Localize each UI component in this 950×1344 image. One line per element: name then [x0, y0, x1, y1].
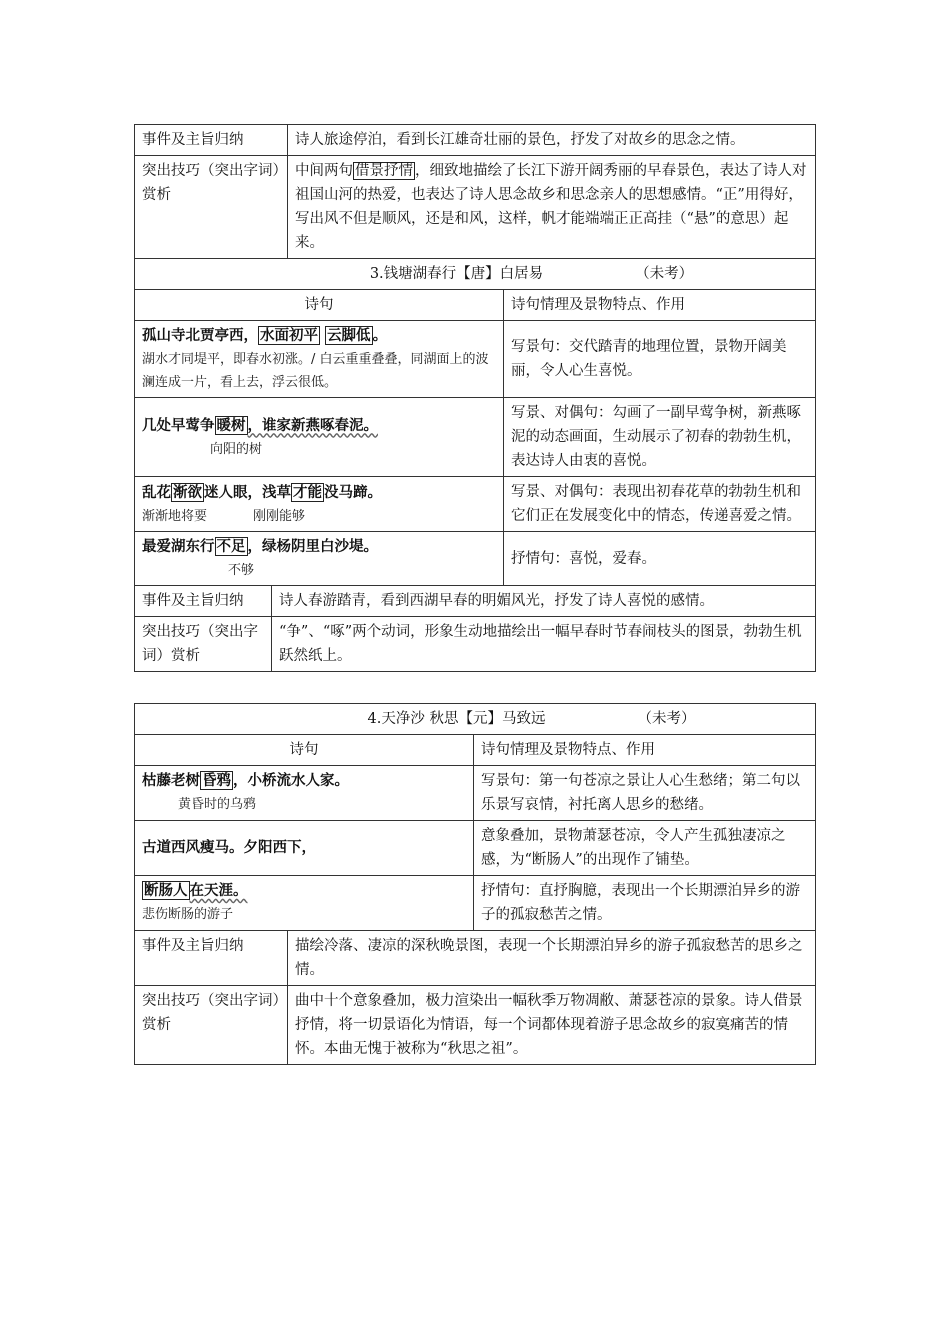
boxed-phrase: 云脚低 [327, 327, 371, 344]
poem4-row-1 [135, 766, 816, 821]
poem3-row-4 [135, 532, 816, 586]
poem3-skill-label: 突出技巧（突出字词）赏析 [135, 617, 272, 672]
poem2-theme-text: 诗人旅途停泊，看到长江雄奇壮丽的景色，抒发了对故乡的思念之情。 [288, 125, 816, 156]
poem4-theme-label: 事件及主旨归纳 [135, 931, 288, 986]
poem3-row-1 [135, 321, 816, 398]
poem2-theme-row [135, 125, 816, 156]
verse-line: 乱花 渐欲 迷人眼，浅草 才能 没马蹄。 [142, 483, 382, 501]
poem4-skill-text: 曲中十个意象叠加，极力渲染出一幅秋季万物凋敝、萧瑟苍凉的景象。诗人借景抒情，将一切景语化为情语，每一个词都体现着游子思念故乡的寂寞痛苦的情怀。本曲无愧于被称为“秋思之祖”。 [288, 986, 816, 1065]
analysis-cell: 意象叠加，景物萧瑟苍凉，令人产生孤独凄凉之感，为“断肠人”的出现作了铺垫。 [474, 821, 816, 876]
poem3-title: 3.钱塘湖春行【唐】白居易 （未考） [135, 259, 816, 290]
verse-annotation: 湖水才同堤平，即春水初涨。/ 白云重重叠叠，同湖面上的波澜连成一片，看上去，浮云很低。 [142, 352, 489, 390]
column-header-analysis: 诗句情理及景物特点、作用 [504, 290, 816, 321]
boxed-phrase: 暖树 [216, 416, 246, 434]
poem4-title-row [135, 704, 816, 735]
verse-cell [135, 766, 474, 821]
verse-cell [135, 532, 504, 586]
analysis-cell: 写景句：第一句苍凉之景让人心生愁绪；第二句以乐景写哀情，衬托离人思乡的愁绪。 [474, 766, 816, 821]
poem4-row-2 [135, 821, 816, 876]
poem3-theme-label: 事件及主旨归纳 [135, 586, 272, 617]
verse-annotation: 渐渐地将要 刚刚能够 [142, 508, 306, 524]
poem4-row-3 [135, 876, 816, 931]
poem3-skill-text: “争”、“啄”两个动词，形象生动地描绘出一幅早春时节春闹枝头的图景，勃勃生机跃然纸上。 [272, 617, 816, 672]
verse-line: 最爱湖东行 不足 ，绿杨阴里白沙堤。 [142, 538, 378, 555]
boxed-phrase: 渐欲 [173, 483, 202, 501]
poem3-title-row [135, 259, 816, 290]
verse-cell [135, 321, 504, 398]
poem3-row-2 [135, 398, 816, 477]
unexamined-tag: （未考） [635, 266, 694, 282]
poem3-skill-row [135, 617, 816, 672]
poem3-theme-text: 诗人春游踏青，看到西湖早春的明媚风光，抒发了诗人喜悦的感情。 [272, 586, 816, 617]
poem4-title: 4.天净沙 秋思【元】马致远 （未考） [135, 704, 816, 735]
boxed-phrase: 借景抒情 [355, 163, 413, 179]
analysis-cell: 写景、对偶句：勾画了一副早莺争树，新燕啄泥的动态画面，生动展示了初春的勃勃生机，表达诗人由衷的喜悦。 [504, 398, 816, 477]
poem4-theme-row [135, 931, 816, 986]
verse-annotation: 黄昏时的乌鸦 [178, 797, 257, 812]
verse-annotation: 向阳的树 [210, 441, 263, 457]
column-header-verse: 诗句 [135, 290, 504, 321]
boxed-phrase: 才能 [293, 483, 322, 501]
boxed-phrase: 昏鸦 [202, 772, 231, 789]
poem3-theme-row [135, 586, 816, 617]
analysis-cell: 抒情句：直抒胸臆，表现出一个长期漂泊异乡的游子的孤寂愁苦之情。 [474, 876, 816, 931]
poem4-theme-text: 描绘冷落、凄凉的深秋晚景图，表现一个长期漂泊异乡的游子孤寂愁苦的思乡之情。 [288, 931, 816, 986]
boxed-phrase: 不足 [216, 538, 246, 555]
poem-table-1 [134, 124, 816, 672]
analysis-cell: 写景句：交代踏青的地理位置，景物开阔美丽，令人心生喜悦。 [504, 321, 816, 398]
poem4-skill-label: 突出技巧（突出字词）赏析 [135, 986, 288, 1065]
poem3-row-3 [135, 477, 816, 532]
unexamined-tag: （未考） [637, 711, 696, 727]
poem2-skill-label: 突出技巧（突出字词）赏析 [135, 156, 288, 259]
poem4-header-row [135, 735, 816, 766]
verse-annotation: 不够 [228, 563, 255, 578]
column-header-verse: 诗句 [135, 735, 474, 766]
analysis-cell: 抒情句：喜悦，爱春。 [504, 532, 816, 586]
verse-cell: 古道西风瘦马。夕阳西下， [135, 821, 474, 876]
verse-cell [135, 398, 504, 477]
poem3-header-row [135, 290, 816, 321]
verse-annotation: 悲伤断肠的游子 [142, 907, 234, 922]
poem-table-2 [134, 703, 816, 1065]
verse-line: 几处早莺争 暖树 ，谁家新燕啄春泥。 [142, 416, 378, 434]
poem2-skill-row [135, 156, 816, 259]
verse-line: 断肠人 在天涯。 [144, 882, 248, 899]
verse-cell [135, 876, 474, 931]
column-header-analysis: 诗句情理及景物特点、作用 [474, 735, 816, 766]
poem4-skill-row [135, 986, 816, 1065]
verse-line: 枯藤老树 昏鸦 ，小桥流水人家。 [142, 772, 349, 789]
poem2-skill-text: 中间两句 借景抒情 ，细致地描绘了长江下游开阔秀丽的早春景色，表达了诗人对祖国山河的热爱，也表达了诗人思念故乡和思念亲人的思想感情。“正”用得好，写出风不但是顺风，还是和风，这样，帆才能端端正正高挂（“悬”的意思）起来。 [288, 156, 816, 259]
boxed-phrase: 水面初平 [260, 327, 318, 344]
verse-line: 孤山寺北贾亭西， 水面初平 云脚低 。 [142, 327, 388, 344]
analysis-cell: 写景、对偶句：表现出初春花草的勃勃生机和它们正在发展变化中的情态，传递喜爱之情。 [504, 477, 816, 532]
poem2-theme-label: 事件及主旨归纳 [135, 125, 288, 156]
verse-cell [135, 477, 504, 532]
boxed-phrase: 断肠人 [144, 882, 188, 899]
